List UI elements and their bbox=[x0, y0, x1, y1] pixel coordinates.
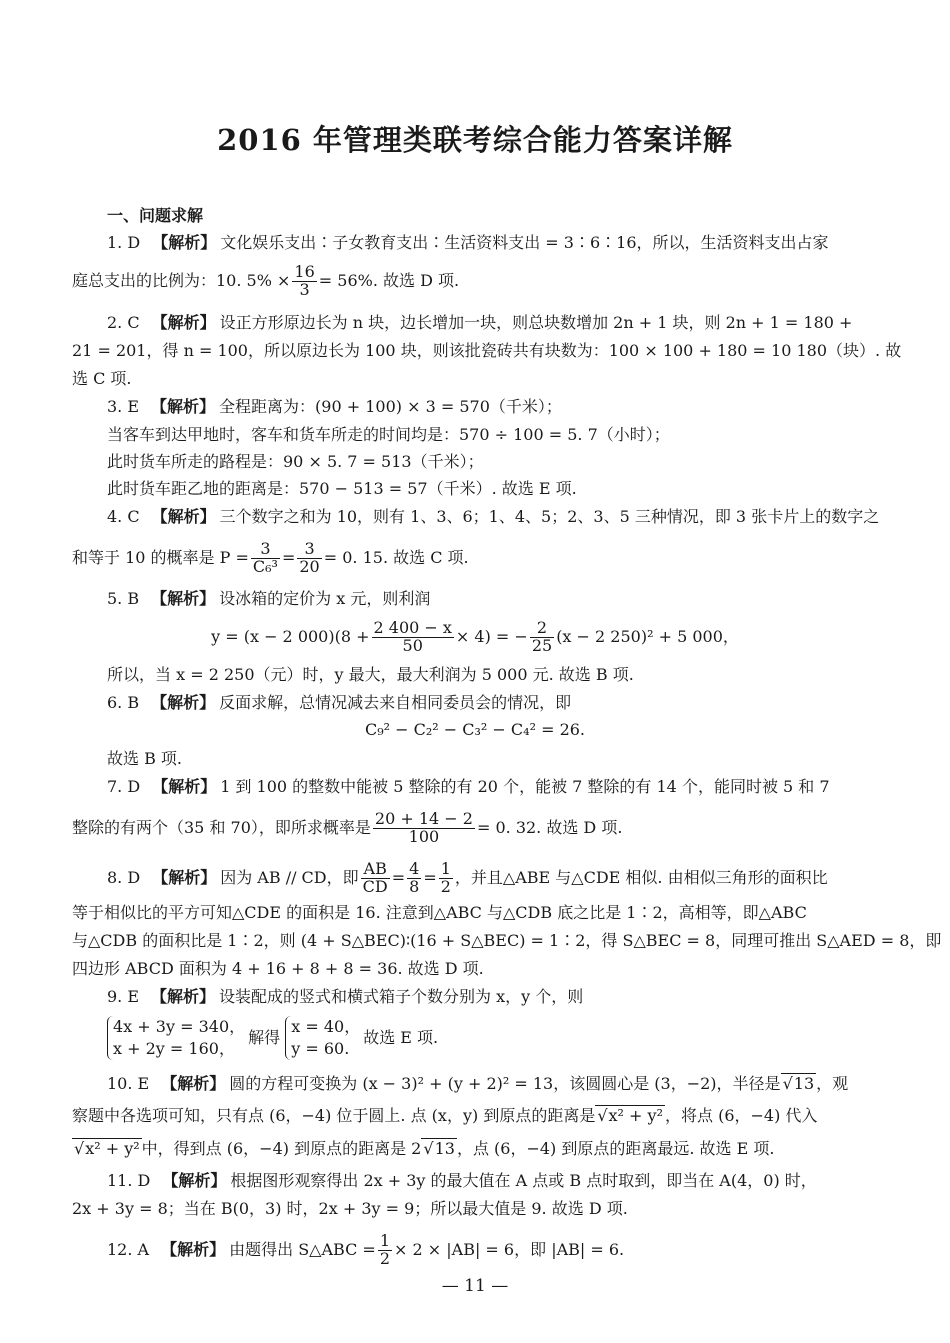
q1-fraction: $\frac{16}{3}$ bbox=[294, 262, 315, 299]
q5-formula: y = (x − 2 000)(8 + $\frac{2 400 - x}{50}$ × 4) = − $\frac{2}{25}$ (x − 2 250)² + 5 000， bbox=[211, 618, 739, 655]
q4-line-1: 4. C 【解析】 三个数字之和为 10，则有 1、3、6；1、4、5；2、3、5 三种情况，即 3 张卡片上的数字之 bbox=[107, 507, 880, 526]
q5-line-3: 所以，当 x = 2 250（元）时，y 最大，最大利润为 5 000 元. 故选 B 项. bbox=[107, 665, 634, 684]
page-number: — 11 — bbox=[441, 1276, 509, 1296]
q3-line-2: 当客车到达甲地时，客车和货车所走的时间均是：570 ÷ 100 = 5. 7（小时）； bbox=[107, 425, 670, 444]
q6-line-3: 故选 B 项. bbox=[107, 749, 183, 768]
q11-line-2: 2x + 3y = 8；当在 B(0，3) 时，2x + 3y = 9；所以最大值是 9. 故选 D 项. bbox=[72, 1199, 628, 1218]
q10-line-3: √ x² + y² 中，得到点 (6，−4) 到原点的距离是 2√ 13 ，点 (6，−4) 到原点的距离最远. 故选 E 项. bbox=[72, 1139, 862, 1159]
q10-line-2: 察题中各选项可知，只有点 (6，−4) 位于圆上. 点 (x，y) 到原点的距离是√ x² + y² ，将点 (6，−4) 代入 bbox=[72, 1106, 862, 1126]
equation-system-left: 4x + 3y = 340， x + 2y = 160， bbox=[107, 1016, 245, 1060]
q7-line-1: 7. D 【解析】 1 到 100 的整数中能被 5 整除的有 20 个，能被 7 整除的有 14 个，能同时被 5 和 7 bbox=[107, 777, 830, 796]
q2-line-2: 21 = 201，得 n = 100，所以原边长为 100 块，则该批瓷砖共有块数为：100 × 100 + 180 = 10 180（块）. 故 bbox=[72, 341, 902, 360]
q2-line-3: 选 C 项. bbox=[72, 369, 132, 388]
q3-line-4: 此时货车距乙地的距离是：570 − 513 = 57（千米）. 故选 E 项. bbox=[107, 479, 577, 498]
q1-line-2: 庭总支出的比例为：10. 5% × $\frac{16}{3}$ = 56%. 故选 D 项. bbox=[72, 262, 460, 299]
q6-line-1: 6. B 【解析】 反面求解，总情况减去来自相同委员会的情况，即 bbox=[107, 693, 572, 712]
equation-system-right: x = 40， y = 60. bbox=[285, 1016, 360, 1060]
q7-line-2: 整除的有两个（35 和 70），即所求概率是 $\frac{20 + 14 - 2}{100}$ = 0. 32. 故选 D 项. bbox=[72, 809, 623, 846]
q8-line-1: 8. D 【解析】 因为 AB // CD，即 $\frac{AB}{CD}$ = $\frac{4}{8}$ = $\frac{1}{2}$ ，并且△ABE 与△CDE 相似. 由相似三角形的面积比 bbox=[107, 859, 828, 896]
section-heading: 一、问题求解 bbox=[107, 206, 204, 225]
q4-line-2: 和等于 10 的概率是 P = $\frac{3}{\text{C₆³}}$ = $\frac{3}{20}$ = 0. 15. 故选 C 项. bbox=[72, 539, 469, 576]
q3-line-3: 此时货车所走的路程是：90 × 5. 7 = 513（千米）； bbox=[107, 452, 484, 471]
q10-line-1: 10. E 【解析】 圆的方程可变换为 (x − 3)² + (y + 2)² = 13，该圆圆心是 (3，−2)，半径是√ 13 ，观 bbox=[107, 1074, 897, 1094]
q5-line-1: 5. B 【解析】 设冰箱的定价为 x 元，则利润 bbox=[107, 589, 431, 608]
q9-system: 4x + 3y = 340， x + 2y = 160， 解得 x = 40， y = 60. 故选 E 项. bbox=[107, 1016, 897, 1060]
q8-line-3: 与△CDB 的面积比是 1∶2，则 (4 + S△BEC)∶(16 + S△BEC) = 1∶2，得 S△BEC = 8，同理可推出 S△AED = 8，即 bbox=[72, 931, 942, 950]
q9-line-1: 9. E 【解析】 设装配成的竖式和横式箱子个数分别为 x，y 个，则 bbox=[107, 987, 584, 1006]
q8-line-4: 四边形 ABCD 面积为 4 + 16 + 8 + 8 = 36. 故选 D 项. bbox=[72, 959, 484, 978]
q3-line-1: 3. E 【解析】 全程距离为：(90 + 100) × 3 = 570（千米）； bbox=[107, 397, 562, 416]
page-title: 2016 年管理类联考综合能力答案详解 bbox=[217, 123, 733, 157]
q2-line-1: 2. C 【解析】 设正方形原边长为 n 块，边长增加一块，则总块数增加 2n + 1 块，则 2n + 1 = 180 + bbox=[107, 313, 853, 332]
q8-line-2: 等于相似比的平方可知△CDE 的面积是 16. 注意到△ABC 与△CDB 底之比是 1∶2，高相等，即△ABC bbox=[72, 903, 807, 922]
q6-formula: C₉² − C₂² − C₃² − C₄² = 26. bbox=[364, 720, 586, 739]
q11-line-1: 11. D 【解析】 根据图形观察得出 2x + 3y 的最大值在 A 点或 B 点时取到，即当在 A(4，0) 时， bbox=[107, 1171, 817, 1190]
analysis-tag: 【解析】 bbox=[152, 233, 217, 252]
q12-line-1: 12. A 【解析】 由题得出 S△ABC = $\frac{1}{2}$ × 2 × |AB| = 6，即 |AB| = 6. bbox=[107, 1231, 625, 1268]
q1-line-1: 1. D 【解析】 文化娱乐支出∶子女教育支出∶生活资料支出 = 3∶6∶16，所以，生活资料支出占家 bbox=[107, 233, 829, 252]
